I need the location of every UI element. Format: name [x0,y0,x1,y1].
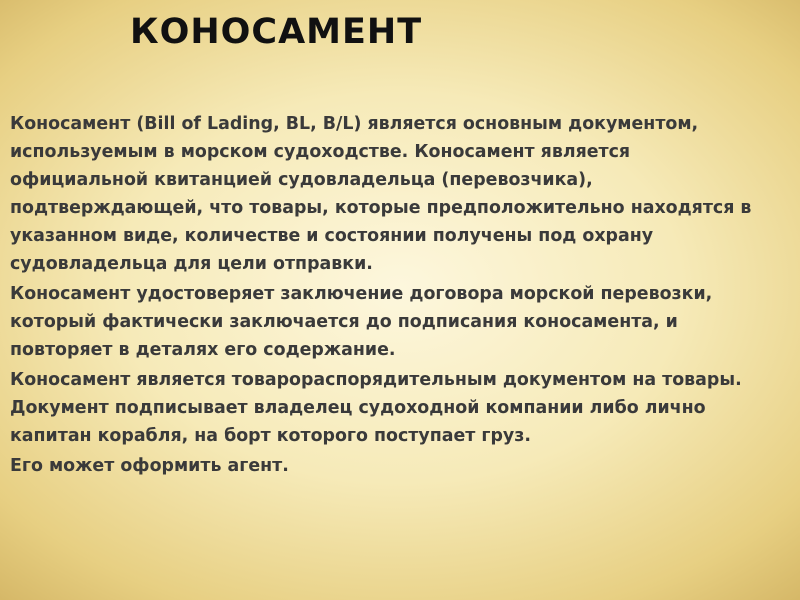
text-line: подтверждающей, что товары, которые предположительно находятся в [10,198,752,218]
paragraph-contract [10,280,800,364]
text-line: Документ подписывает владелец судоходной компании либо лично [10,398,706,418]
text-line: капитан корабля, на борт которого поступает груз. [10,426,531,446]
text-line: Его может оформить агент. [10,456,289,476]
text-line: указанном виде, количестве и состоянии получены под охрану [10,226,654,246]
text-line: используемым в морском судоходстве. Коносамент является [10,142,631,162]
text-line: Коносамент удостоверяет заключение договора морской перевозки, [10,284,713,304]
paragraph-agent [10,452,800,480]
slide-title: КОНОСАМЕНТ [130,12,423,52]
slide-body [10,110,800,482]
paragraph-title-document [10,366,800,450]
text-line: Коносамент (Bill of Lading, BL, B/L) является основным документом, [10,114,699,134]
text-line: Коносамент является товарораспорядительным документом на товары. [10,370,742,390]
text-line: судовладельца для цели отправки. [10,254,373,274]
text-line: повторяет в деталях его содержание. [10,340,396,360]
text-line: который фактически заключается до подписания коносамента, и [10,312,678,332]
text-line: официальной квитанцией судовладельца (перевозчика), [10,170,593,190]
paragraph-definition [10,110,800,278]
